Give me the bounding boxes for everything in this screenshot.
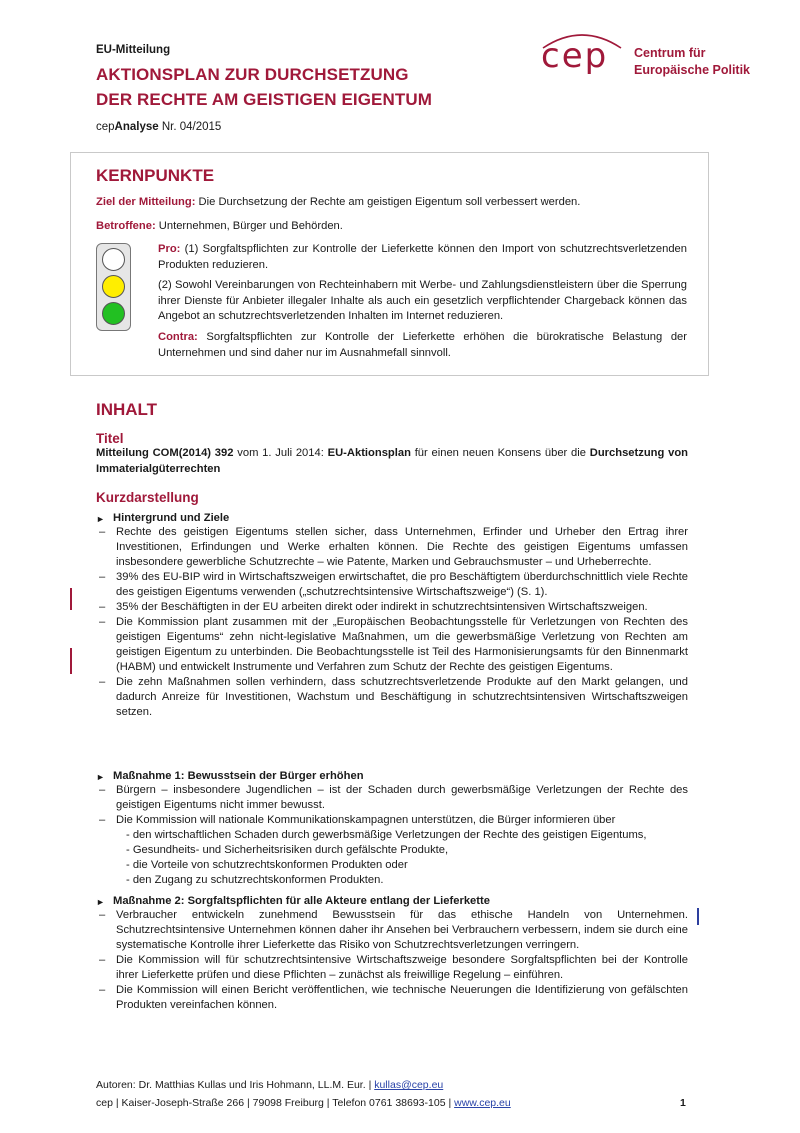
list-item — [96, 813, 688, 828]
footer-address — [96, 1097, 511, 1109]
footer-separator: | — [326, 1097, 330, 1109]
section-title-text: Hintergrund und Ziele — [113, 512, 230, 524]
list-item — [96, 600, 688, 615]
dash-bullet: – — [99, 784, 106, 796]
section-title — [96, 770, 688, 782]
titel-part3: EU-Aktionsplan — [327, 447, 411, 459]
titel-part2: vom 1. Juli 2014: — [233, 447, 328, 459]
dash-bullet: – — [99, 984, 106, 996]
dash-bullet: – — [99, 954, 106, 966]
contra-text: Sorgfaltspflichten zur Kontrolle der Lieferkette erhöhen die bürokratische Belastung der Unternehmen und sind daher nur im Ausnahmefall sinnvoll. — [158, 331, 687, 359]
series-prefix: cep — [96, 121, 115, 133]
list-item — [96, 525, 688, 570]
list-item — [96, 675, 688, 720]
traffic-light-yellow-lamp — [102, 275, 125, 298]
pro-text: (1) Sorgfaltspflichten zur Kontrolle der Lieferkette können den Import von schutzrechtsverletzenden Produkten reduzieren. — [158, 243, 687, 271]
sub-list-item: - Gesundheits- und Sicherheitsrisiken durch gefälschte Produkte, — [126, 844, 449, 856]
document-title-line1: AKTIONSPLAN ZUR DURCHSETZUNG — [96, 65, 409, 84]
list-item-text: Die Kommission will einen Bericht veröffentlichen, wie technische Neuerungen die Identifizierung von gefälschten Produkten vereinfachen können. — [116, 984, 688, 1011]
series-bold: Analyse — [114, 121, 159, 133]
dash-bullet: – — [99, 909, 106, 921]
pro-label: Pro: — [158, 243, 181, 255]
dash-bullet: – — [99, 676, 106, 688]
section-title-text: Maßnahme 1: Bewusstsein der Bürger erhöhen — [113, 770, 364, 782]
footer-email-link[interactable]: kullas@cep.eu — [374, 1079, 444, 1091]
section-title-text: Maßnahme 2: Sorgfaltspflichten für alle Akteure entlang der Lieferkette — [113, 895, 490, 907]
ziel-label: Ziel der Mitteilung: — [96, 196, 196, 208]
sub-list-item: - den wirtschaftlichen Schaden durch gewerbsmäßige Verletzungen der Rechte des geistigen Eigentums, — [126, 829, 647, 841]
titel-part5: Durchsetzung von Immaterialgüterrechten — [96, 447, 689, 475]
kernpunkte-pro — [158, 242, 687, 273]
footer-org: cep — [96, 1097, 113, 1109]
footer-authors-text: Autoren: Dr. Matthias Kullas und Iris Hohmann, LL.M. Eur. — [96, 1079, 366, 1091]
traffic-light-green-lamp — [102, 302, 125, 325]
triangle-bullet-icon: ► — [96, 514, 105, 524]
inhalt-heading: INHALT — [96, 400, 158, 419]
cep-logo-line1: Centrum für — [634, 46, 706, 60]
betroffene-label: Betroffene: — [96, 220, 156, 232]
list-item-text: Die zehn Maßnahmen sollen verhindern, dass schutzrechtsverletzende Produkte auf den Markt gelangen, und dadurch Anreize für Investitionen, Wachstum und Beschäftigung in schutzrechtsintensiven Wirtschaftszweigen setzen. — [116, 676, 688, 718]
kurzdarstellung-heading: Kurzdarstellung — [96, 490, 199, 505]
page-number: 1 — [680, 1097, 686, 1109]
change-marker — [697, 908, 699, 925]
document-title-line2: DER RECHTE AM GEISTIGEN EIGENTUM — [96, 90, 432, 109]
footer-phone: Telefon 0761 38693-105 — [332, 1097, 446, 1109]
kernpunkte-contra — [158, 330, 687, 361]
traffic-light-white-lamp — [102, 248, 125, 271]
kernpunkte-heading: KERNPUNKTE — [96, 166, 215, 185]
list-item — [96, 615, 688, 675]
list-item — [96, 908, 688, 953]
titel-part1: Mitteilung COM(2014) 392 — [96, 447, 234, 459]
document-title — [96, 62, 432, 112]
cep-logo-line2: Europäische Politik — [634, 63, 751, 77]
list-item-text: Rechte des geistigen Eigentums stellen sicher, dass Unternehmen, Erfinder und Urheber den Ertrag ihrer Investitionen, Erfindungen und Werke erhalten können. Die Rechte des geistigen Eigentums umfassen insbesondere gewerbliche Schutzrechte – wie Patente, Marken und Gebrauchsmuster – und Urheberrechte. — [116, 526, 688, 568]
list-item-text: 35% der Beschäftigten in der EU arbeiten direkt oder indirekt in schutzrechtsintensiven Wirtschaftszweigen. — [116, 601, 648, 613]
footer-authors — [96, 1079, 443, 1091]
footer-separator: | — [368, 1079, 372, 1091]
list-item — [96, 783, 688, 813]
change-marker — [70, 588, 72, 610]
section-hintergrund — [96, 512, 688, 720]
contra-label: Contra: — [158, 331, 198, 343]
document-type-label: EU-Mitteilung — [96, 44, 171, 56]
section-massnahme-2 — [96, 895, 688, 1013]
footer-web-link[interactable]: www.cep.eu — [454, 1097, 511, 1109]
list-item — [96, 570, 688, 600]
titel-part4: für einen neuen Konsens über die — [410, 447, 590, 459]
footer-separator: | — [448, 1097, 452, 1109]
traffic-light-icon — [96, 243, 131, 331]
dash-bullet: – — [99, 571, 106, 583]
list-item — [96, 983, 688, 1013]
list-item-text: Bürgern – insbesondere Jugendlichen – ist der Schaden durch gewerbsmäßige Verletzungen der Rechte des geistigen Eigentums nicht immer bewusst. — [116, 784, 688, 811]
dash-bullet: – — [99, 616, 106, 628]
betroffene-text: Unternehmen, Bürger und Behörden. — [155, 220, 343, 232]
kernpunkte-pro2: (2) Sowohl Vereinbarungen von Rechteinhabern mit Werbe- und Zahlungsdienstleistern über die Sperrung ihrer Dienste für Anbieter illegaler Inhalte als auch ein gesetzlich verpflichtender Chargeback können das Angebot an schutzrechtsverletzenden Inhalten im Internet reduzieren. — [158, 279, 687, 322]
cep-logo — [537, 26, 627, 86]
section-massnahme-1 — [96, 770, 688, 888]
dash-bullet: – — [99, 814, 106, 826]
list-item-text: Verbraucher entwickeln zunehmend Bewusstsein für das ethische Handeln von Unternehmen. Schutzrechtsintensive Unternehmen können daher ihr Ansehen bei Verbrauchern verbessern, indem sie durch eine systematische Kontrolle ihrer Lieferkette das Risiko von Schutzrechtsverletzungen verringern. — [116, 909, 688, 951]
kernpunkte-ziel — [96, 195, 691, 211]
footer-separator: | — [115, 1097, 119, 1109]
ziel-text: Die Durchsetzung der Rechte am geistigen Eigentum soll verbessert werden. — [195, 196, 581, 208]
series-number — [96, 121, 221, 133]
sub-list-item: - den Zugang zu schutzrechtskonformen Produkten. — [126, 874, 384, 886]
change-marker — [70, 648, 72, 674]
triangle-bullet-icon: ► — [96, 897, 105, 907]
footer-street: Kaiser-Joseph-Straße 266 — [121, 1097, 245, 1109]
sub-list-item: - die Vorteile von schutzrechtskonformen Produkten oder — [126, 859, 408, 871]
footer-separator: | — [247, 1097, 250, 1109]
dash-bullet: – — [99, 601, 106, 613]
triangle-bullet-icon: ► — [96, 772, 105, 782]
list-item-text: Die Kommission plant zusammen mit der „Europäischen Beobachtungsstelle für Verletzungen von Rechten des geistigen Eigentums“ zehn nicht-legislative Maßnahmen, um die gewerbsmäßige Verletzung von Rechten am geistigen Eigentum zu unterbinden. Die Beobachtungsstelle ist Teil des Harmonisierungsamts für den Binnenmarkt (HABM) und entwickelt Instrumente und Verfahren zum Schutz der Rechte des geistigen Eigentums. — [116, 616, 688, 673]
list-item-text: 39% des EU-BIP wird in Wirtschaftszweigen erwirtschaftet, die pro Beschäftigtem überdurchschnittlich viele Rechte des geistigen Eigentums verwenden („schutzrechtsintensive Wirtschaftszweige“) (S. 1). — [116, 571, 688, 598]
section-title — [96, 895, 688, 907]
kernpunkte-betroffene — [96, 219, 691, 235]
titel-text — [96, 446, 688, 477]
footer-city: 79098 Freiburg — [252, 1097, 324, 1109]
series-suffix: Nr. 04/2015 — [158, 121, 222, 133]
list-item-text: Die Kommission will für schutzrechtsintensive Wirtschaftszweige besondere Sorgfaltspflichten bei der Kontrolle ihrer Lieferkette prüfen und diese Pflichten – zunächst als freiwillige Regelung – einführen. — [116, 954, 688, 981]
cep-logo-subtitle — [634, 45, 750, 79]
list-item-text: Die Kommission will nationale Kommunikationskampagnen unterstützen, die Bürger informieren über — [116, 814, 616, 826]
dash-bullet: – — [99, 526, 106, 538]
list-item — [96, 953, 688, 983]
section-title — [96, 512, 688, 524]
titel-heading: Titel — [96, 431, 124, 446]
cep-logo-mark: cep — [541, 36, 609, 76]
